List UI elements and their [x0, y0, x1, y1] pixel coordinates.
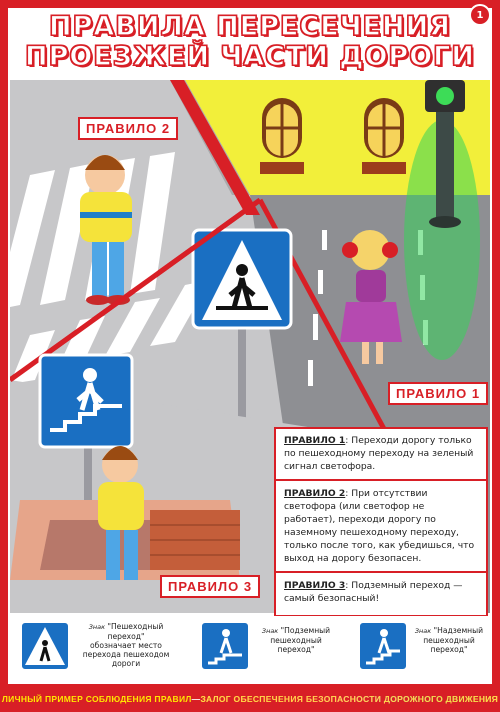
legend-overground-caption — [410, 626, 488, 654]
rule-3-tag: ПРАВИЛО 3 — [160, 575, 260, 598]
window-left — [260, 98, 304, 174]
rules-text-box — [274, 427, 488, 617]
legend-item-overground — [358, 618, 488, 676]
rule-3-label: ПРАВИЛО 3 — [284, 580, 346, 591]
rule-2-text: : При отсутствии светофора (или светофор не работает), переходи дорогу по наземному пешеходному переходу, только после того, как убедишься, что выход на дорогу безопасен. — [284, 488, 475, 564]
footer-part-1: ЛИЧНЫЙ ПРИМЕР СОБЛЮДЕНИЯ ПРАВИЛ — [1, 694, 192, 704]
legend-underground-sign-icon — [200, 621, 250, 673]
window-right — [362, 98, 406, 174]
poster-title — [10, 10, 490, 74]
legend-crossing-desc: обозначает место перехода пешеходом дороги — [82, 641, 170, 668]
title-line-1: ПРАВИЛА ПЕРЕСЕЧЕНИЯ — [49, 11, 451, 42]
footer-separator: — — [191, 694, 201, 704]
legend-crossing-name: "Пешеходный переход" — [107, 622, 164, 641]
rules-divider-1 — [276, 479, 486, 481]
legend-item-underground — [200, 618, 340, 676]
title-line-2: ПРОЕЗЖЕЙ ЧАСТИ ДОРОГИ — [25, 41, 475, 72]
signs-legend — [10, 616, 490, 678]
legend-crossing-caption — [74, 622, 178, 668]
poster-number-badge: 1 — [469, 4, 491, 26]
rule-2-paragraph — [284, 487, 478, 565]
legend-crossing-znak: Знак — [88, 623, 106, 631]
legend-underground-name: "Подземный пешеходный переход" — [270, 626, 331, 654]
legend-item-crossing — [20, 618, 170, 676]
footer-part-2: ЗАЛОГ ОБЕСПЕЧЕНИЯ БЕЗОПАСНОСТИ ДОРОЖНОГО ДВИЖЕНИЯ — [200, 694, 499, 704]
rule-2-label: ПРАВИЛО 2 — [284, 488, 346, 499]
legend-underground-znak: Знак — [261, 627, 279, 635]
legend-underground-caption — [252, 626, 340, 654]
traffic-light-pole — [436, 112, 454, 222]
rules-divider-2 — [276, 571, 486, 573]
rule-3-text: : Подземный переход — самый безопасный! — [284, 580, 463, 604]
footer-slogan — [0, 686, 500, 712]
rule-2-tag: ПРАВИЛО 2 — [78, 117, 178, 140]
rule-1-label: ПРАВИЛО 1 — [284, 435, 346, 446]
green-signal-icon — [436, 87, 454, 105]
rule-1-paragraph — [284, 434, 478, 473]
legend-overground-znak: Знак — [414, 627, 432, 635]
legend-overground-name: "Надземный пешеходный переход" — [423, 626, 484, 654]
rule-3-paragraph — [284, 579, 478, 605]
rule-1-text: : Переходи дорогу только по пешеходному переходу на зеленый сигнал светофора. — [284, 435, 474, 472]
legend-crossing-sign-icon — [20, 621, 70, 673]
legend-overground-sign-icon — [358, 621, 408, 673]
rule-1-tag: ПРАВИЛО 1 — [388, 382, 488, 405]
